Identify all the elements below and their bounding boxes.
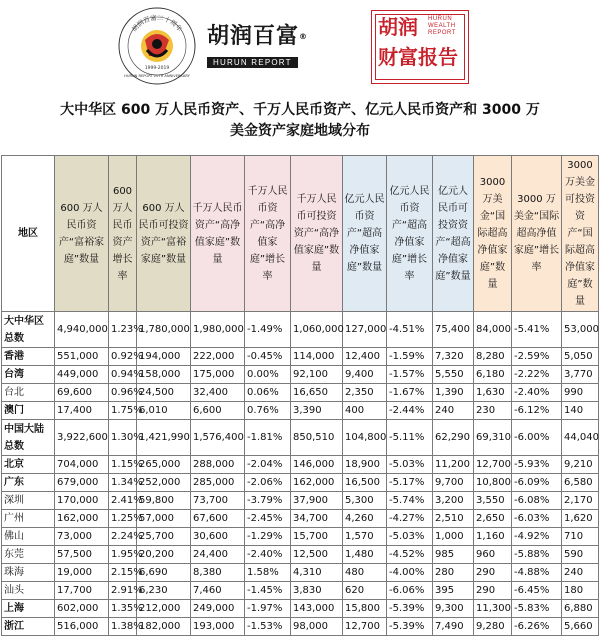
value-cell: 32,400 <box>191 384 245 402</box>
value-cell: 30,600 <box>191 528 245 546</box>
column-header: 3000 万美金“国际超高净值家庭”数量 <box>474 156 512 312</box>
value-cell: 11,200 <box>433 456 474 474</box>
region-cell: 深圳 <box>2 492 55 510</box>
column-header: 地区 <box>2 156 55 312</box>
value-cell: 8,280 <box>474 348 512 366</box>
value-cell: -4.00% <box>387 564 433 582</box>
value-cell: -2.44% <box>387 402 433 420</box>
value-cell: 395 <box>433 582 474 600</box>
column-header: 千万人民币资产“高净值家庭”数量 <box>191 156 245 312</box>
value-cell: 3,390 <box>291 402 343 420</box>
value-cell: 2,350 <box>343 384 387 402</box>
value-cell: 480 <box>343 564 387 582</box>
table-row <box>2 420 599 456</box>
value-cell: 67,600 <box>191 510 245 528</box>
value-cell: 0.00% <box>245 366 291 384</box>
value-cell: 551,000 <box>55 348 109 366</box>
value-cell: 4,310 <box>291 564 343 582</box>
value-cell: 2,170 <box>562 492 599 510</box>
value-cell: 1.95% <box>109 546 137 564</box>
value-cell: 3,830 <box>291 582 343 600</box>
table-row <box>2 492 599 510</box>
value-cell: 127,000 <box>343 312 387 348</box>
value-cell: 679,000 <box>55 474 109 492</box>
value-cell: 602,000 <box>55 600 109 618</box>
region-cell: 佛山 <box>2 528 55 546</box>
brand-english-name: HURUN REPORT <box>207 57 298 68</box>
column-header: 600 万人民币资产增长率 <box>109 156 137 312</box>
region-cell: 珠海 <box>2 564 55 582</box>
value-cell: -1.97% <box>245 600 291 618</box>
value-cell: -5.03% <box>387 528 433 546</box>
value-cell: 2,510 <box>433 510 474 528</box>
value-cell: 1.38% <box>109 618 137 636</box>
value-cell: 1,570 <box>343 528 387 546</box>
value-cell: 6,010 <box>137 402 191 420</box>
region-cell: 广州 <box>2 510 55 528</box>
value-cell: 162,000 <box>55 510 109 528</box>
value-cell: 1.35% <box>109 600 137 618</box>
value-cell: 516,000 <box>55 618 109 636</box>
value-cell: -5.83% <box>512 600 562 618</box>
value-cell: 9,210 <box>562 456 599 474</box>
value-cell: -6.09% <box>512 474 562 492</box>
value-cell: 62,290 <box>433 420 474 456</box>
value-cell: -5.17% <box>387 474 433 492</box>
value-cell: 98,000 <box>291 618 343 636</box>
wealth-distribution-table <box>1 155 599 636</box>
value-cell: 285,000 <box>191 474 245 492</box>
hurun-brand-logo <box>207 24 327 69</box>
value-cell: -4.27% <box>387 510 433 528</box>
value-cell: 590 <box>562 546 599 564</box>
seal-caption: HURUN REPORT 20TH ANNIVERSARY <box>124 74 190 78</box>
region-cell: 大中华区总数 <box>2 312 55 348</box>
value-cell: 57,000 <box>137 510 191 528</box>
registered-mark: ® <box>299 32 309 41</box>
value-cell: 194,000 <box>137 348 191 366</box>
value-cell: 6,580 <box>562 474 599 492</box>
region-cell: 北京 <box>2 456 55 474</box>
table-row <box>2 384 599 402</box>
value-cell: -5.93% <box>512 456 562 474</box>
value-cell: 75,400 <box>433 312 474 348</box>
region-cell: 汕头 <box>2 582 55 600</box>
value-cell: 2.41% <box>109 492 137 510</box>
value-cell: -5.39% <box>387 618 433 636</box>
value-cell: -2.45% <box>245 510 291 528</box>
region-cell: 香港 <box>2 348 55 366</box>
value-cell: 5,550 <box>433 366 474 384</box>
value-cell: 265,000 <box>137 456 191 474</box>
value-cell: 193,000 <box>191 618 245 636</box>
value-cell: 212,000 <box>137 600 191 618</box>
value-cell: 104,800 <box>343 420 387 456</box>
value-cell: 19,000 <box>55 564 109 582</box>
region-cell: 台湾 <box>2 366 55 384</box>
value-cell: -4.51% <box>387 312 433 348</box>
value-cell: 3,550 <box>474 492 512 510</box>
value-cell: 1,421,990 <box>137 420 191 456</box>
value-cell: 170,000 <box>55 492 109 510</box>
value-cell: 240 <box>562 564 599 582</box>
value-cell: 7,490 <box>433 618 474 636</box>
value-cell: 12,700 <box>343 618 387 636</box>
anniversary-seal-logo <box>117 6 197 86</box>
column-header: 600 万人民币资产“富裕家庭”数量 <box>55 156 109 312</box>
value-cell: 710 <box>562 528 599 546</box>
value-cell: 17,700 <box>55 582 109 600</box>
column-header: 千万人民币资产“高净值家庭”增长率 <box>245 156 291 312</box>
value-cell: 449,000 <box>55 366 109 384</box>
value-cell: 16,500 <box>343 474 387 492</box>
value-cell: 230 <box>474 402 512 420</box>
region-cell: 中国大陆总数 <box>2 420 55 456</box>
value-cell: 249,000 <box>191 600 245 618</box>
value-cell: 69,310 <box>474 420 512 456</box>
table-row <box>2 528 599 546</box>
value-cell: 180 <box>562 582 599 600</box>
value-cell: 10,800 <box>474 474 512 492</box>
value-cell: 175,000 <box>191 366 245 384</box>
value-cell: 1,480 <box>343 546 387 564</box>
value-cell: 290 <box>474 582 512 600</box>
value-cell: -2.06% <box>245 474 291 492</box>
value-cell: 5,050 <box>562 348 599 366</box>
value-cell: 2,650 <box>474 510 512 528</box>
value-cell: 252,000 <box>137 474 191 492</box>
value-cell: 1.15% <box>109 456 137 474</box>
value-cell: 140 <box>562 402 599 420</box>
wealth-report-stamp <box>371 10 469 84</box>
value-cell: 37,900 <box>291 492 343 510</box>
seal-text: 胡润百富二十周年 <box>130 13 184 34</box>
value-cell: -1.57% <box>387 366 433 384</box>
value-cell: 4,940,000 <box>55 312 109 348</box>
column-header: 3000 万美金“国际超高净值家庭”增长率 <box>512 156 562 312</box>
value-cell: 3,770 <box>562 366 599 384</box>
value-cell: -6.45% <box>512 582 562 600</box>
value-cell: 84,000 <box>474 312 512 348</box>
value-cell: 3,922,600 <box>55 420 109 456</box>
value-cell: 2.91% <box>109 582 137 600</box>
table-row <box>2 618 599 636</box>
value-cell: 17,400 <box>55 402 109 420</box>
value-cell: -5.11% <box>387 420 433 456</box>
document-title: 大中华区 600 万人民币资产、千万人民币资产、亿元人民币资产和 3000 万美金资产家庭地域分布 <box>60 102 540 139</box>
report-title-line2: 财富报告 <box>378 45 458 69</box>
column-header: 千万人民币可投资资产“高净值家庭”数量 <box>291 156 343 312</box>
value-cell: 15,700 <box>291 528 343 546</box>
value-cell: 15,800 <box>343 600 387 618</box>
table-row <box>2 402 599 420</box>
value-cell: 53,000 <box>562 312 599 348</box>
value-cell: 9,300 <box>433 600 474 618</box>
table-row <box>2 474 599 492</box>
value-cell: 6,230 <box>137 582 191 600</box>
value-cell: -5.39% <box>387 600 433 618</box>
value-cell: 0.92% <box>109 348 137 366</box>
value-cell: 143,000 <box>291 600 343 618</box>
value-cell: 1.75% <box>109 402 137 420</box>
value-cell: -4.92% <box>512 528 562 546</box>
value-cell: 1.25% <box>109 510 137 528</box>
value-cell: 24,500 <box>137 384 191 402</box>
value-cell: 12,400 <box>343 348 387 366</box>
value-cell: 0.06% <box>245 384 291 402</box>
value-cell: -1.29% <box>245 528 291 546</box>
value-cell: 11,300 <box>474 600 512 618</box>
value-cell: 9,700 <box>433 474 474 492</box>
header-bar <box>0 0 600 92</box>
report-title-english: HURUN WEALTH REPORT <box>428 16 456 36</box>
value-cell: 18,900 <box>343 456 387 474</box>
value-cell: -6.12% <box>512 402 562 420</box>
value-cell: 960 <box>474 546 512 564</box>
value-cell: 25,700 <box>137 528 191 546</box>
value-cell: 1,576,400 <box>191 420 245 456</box>
value-cell: 59,800 <box>137 492 191 510</box>
region-cell: 澳门 <box>2 402 55 420</box>
value-cell: 2.24% <box>109 528 137 546</box>
column-header: 600 万人民币可投资资产“富裕家庭”数量 <box>137 156 191 312</box>
table-row <box>2 366 599 384</box>
value-cell: 6,600 <box>191 402 245 420</box>
value-cell: 6,880 <box>562 600 599 618</box>
value-cell: -2.40% <box>245 546 291 564</box>
value-cell: 16,650 <box>291 384 343 402</box>
value-cell: 5,300 <box>343 492 387 510</box>
value-cell: 2.15% <box>109 564 137 582</box>
table-row <box>2 510 599 528</box>
brand-name: 胡润百富 <box>207 24 300 49</box>
column-header: 亿元人民币资产“超高净值家庭”数量 <box>343 156 387 312</box>
column-header: 亿元人民币可投资资产“超高净值家庭”数量 <box>433 156 474 312</box>
value-cell: 9,400 <box>343 366 387 384</box>
value-cell: 0.76% <box>245 402 291 420</box>
value-cell: 20,200 <box>137 546 191 564</box>
value-cell: 240 <box>433 402 474 420</box>
value-cell: 162,000 <box>291 474 343 492</box>
value-cell: -2.04% <box>245 456 291 474</box>
value-cell: 288,000 <box>191 456 245 474</box>
value-cell: 280 <box>433 564 474 582</box>
value-cell: -6.26% <box>512 618 562 636</box>
table-header-row <box>2 156 599 312</box>
value-cell: -1.49% <box>245 312 291 348</box>
value-cell: 1.30% <box>109 420 137 456</box>
value-cell: 1,390 <box>433 384 474 402</box>
value-cell: 73,700 <box>191 492 245 510</box>
value-cell: -5.88% <box>512 546 562 564</box>
value-cell: -5.03% <box>387 456 433 474</box>
value-cell: -6.00% <box>512 420 562 456</box>
value-cell: 24,400 <box>191 546 245 564</box>
value-cell: -6.08% <box>512 492 562 510</box>
region-cell: 广东 <box>2 474 55 492</box>
table-row <box>2 600 599 618</box>
value-cell: 12,500 <box>291 546 343 564</box>
value-cell: 704,000 <box>55 456 109 474</box>
value-cell: 158,000 <box>137 366 191 384</box>
table-row <box>2 564 599 582</box>
value-cell: 1.23% <box>109 312 137 348</box>
value-cell: -1.67% <box>387 384 433 402</box>
value-cell: 0.94% <box>109 366 137 384</box>
column-header: 亿元人民币资产“超高净值家庭”增长率 <box>387 156 433 312</box>
value-cell: -3.79% <box>245 492 291 510</box>
column-header: 3000 万美金可投资资产“国际超高净值家庭”数量 <box>562 156 599 312</box>
value-cell: 1.58% <box>245 564 291 582</box>
table-row <box>2 312 599 348</box>
value-cell: 9,280 <box>474 618 512 636</box>
value-cell: 12,700 <box>474 456 512 474</box>
table-row <box>2 348 599 366</box>
value-cell: 146,000 <box>291 456 343 474</box>
value-cell: 4,260 <box>343 510 387 528</box>
value-cell: -5.74% <box>387 492 433 510</box>
value-cell: 44,040 <box>562 420 599 456</box>
value-cell: -4.52% <box>387 546 433 564</box>
value-cell: 850,510 <box>291 420 343 456</box>
value-cell: 1,620 <box>562 510 599 528</box>
table-row <box>2 582 599 600</box>
region-cell: 东莞 <box>2 546 55 564</box>
value-cell: 0.96% <box>109 384 137 402</box>
value-cell: 114,000 <box>291 348 343 366</box>
table-row <box>2 456 599 474</box>
value-cell: 7,460 <box>191 582 245 600</box>
region-cell: 上海 <box>2 600 55 618</box>
value-cell: 73,000 <box>55 528 109 546</box>
value-cell: 400 <box>343 402 387 420</box>
value-cell: 990 <box>562 384 599 402</box>
value-cell: 222,000 <box>191 348 245 366</box>
value-cell: 1,000 <box>433 528 474 546</box>
value-cell: 182,000 <box>137 618 191 636</box>
value-cell: 3,200 <box>433 492 474 510</box>
value-cell: 6,690 <box>137 564 191 582</box>
value-cell: -0.45% <box>245 348 291 366</box>
value-cell: 290 <box>474 564 512 582</box>
value-cell: -2.40% <box>512 384 562 402</box>
value-cell: -2.22% <box>512 366 562 384</box>
value-cell: -1.59% <box>387 348 433 366</box>
value-cell: 8,380 <box>191 564 245 582</box>
value-cell: -4.88% <box>512 564 562 582</box>
value-cell: -2.59% <box>512 348 562 366</box>
value-cell: 985 <box>433 546 474 564</box>
value-cell: 1,780,000 <box>137 312 191 348</box>
value-cell: -6.03% <box>512 510 562 528</box>
value-cell: 92,100 <box>291 366 343 384</box>
value-cell: -1.81% <box>245 420 291 456</box>
region-cell: 浙江 <box>2 618 55 636</box>
seal-years: 1999-2019 <box>144 66 170 71</box>
value-cell: -6.06% <box>387 582 433 600</box>
value-cell: 6,180 <box>474 366 512 384</box>
report-title-line1: 胡润 <box>378 15 418 39</box>
table-row <box>2 546 599 564</box>
table-body <box>2 312 599 636</box>
value-cell: 34,700 <box>291 510 343 528</box>
region-cell: 台北 <box>2 384 55 402</box>
value-cell: 1.34% <box>109 474 137 492</box>
value-cell: 69,600 <box>55 384 109 402</box>
value-cell: -1.45% <box>245 582 291 600</box>
value-cell: 620 <box>343 582 387 600</box>
value-cell: 1,980,000 <box>191 312 245 348</box>
value-cell: 1,060,000 <box>291 312 343 348</box>
value-cell: 1,630 <box>474 384 512 402</box>
value-cell: 7,320 <box>433 348 474 366</box>
value-cell: 1,160 <box>474 528 512 546</box>
value-cell: -1.53% <box>245 618 291 636</box>
value-cell: 5,660 <box>562 618 599 636</box>
value-cell: 57,500 <box>55 546 109 564</box>
value-cell: -5.41% <box>512 312 562 348</box>
